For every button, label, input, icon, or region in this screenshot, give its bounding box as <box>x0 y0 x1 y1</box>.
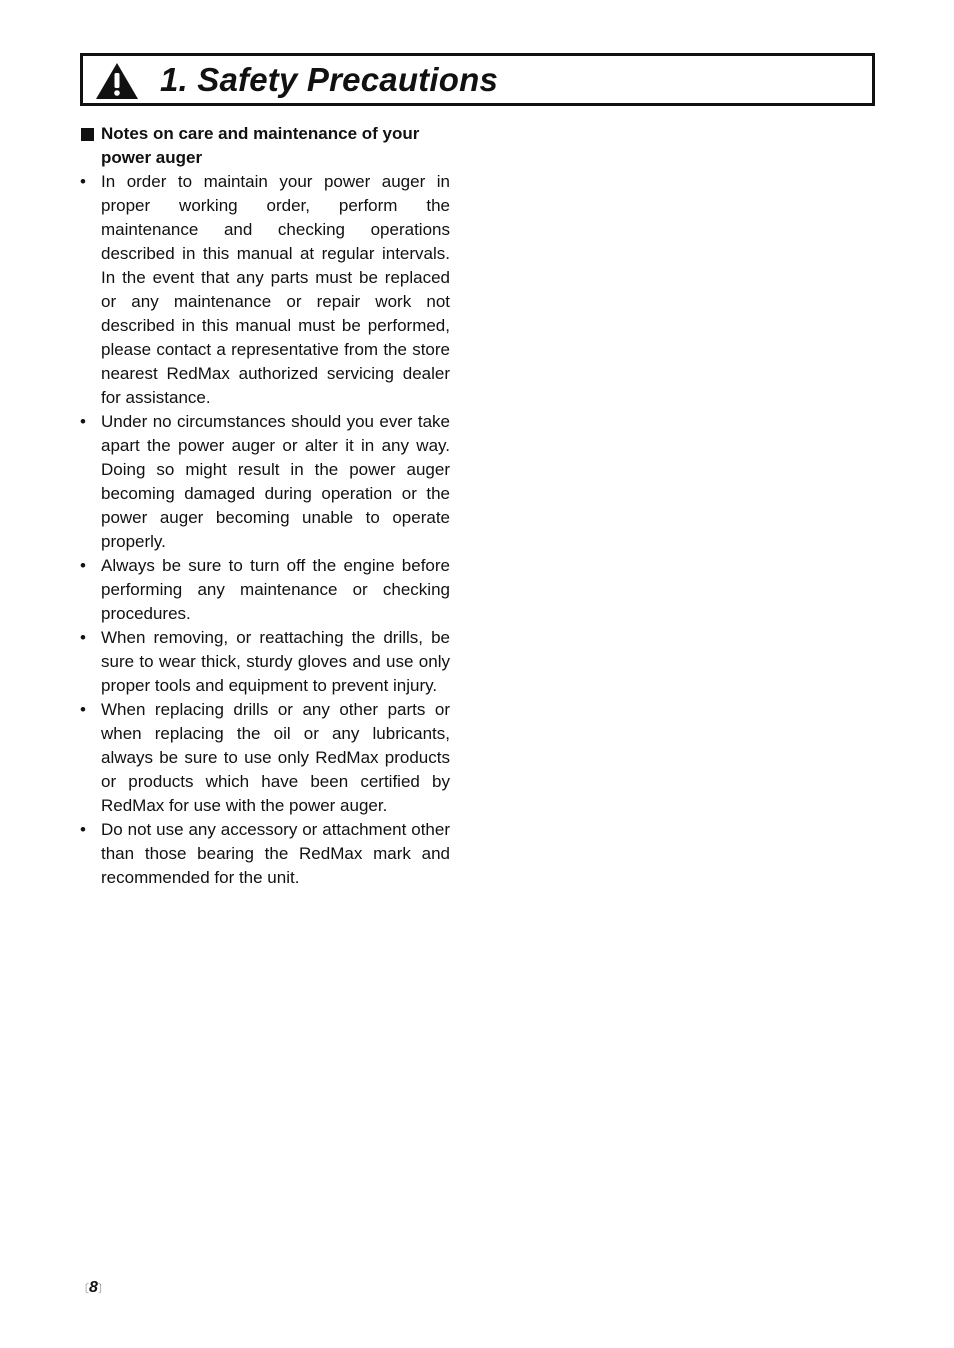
right-bracket-icon: 〕 <box>97 1283 109 1295</box>
list-item-text: When replacing drills or any other parts or when replacing the oil or any lubricants, always be sure to use only RedMax products or products which have been certified by RedMax for use with the power auger. <box>101 700 450 815</box>
list-item <box>80 170 450 410</box>
list-item-text: When removing, or reattaching the drills, be sure to wear thick, sturdy gloves and use only proper tools and equipment to prevent injury. <box>101 628 450 695</box>
page-title: 1. Safety Precautions <box>160 61 499 98</box>
list-item <box>80 626 450 698</box>
left-bracket-icon: 〔 <box>78 1283 89 1295</box>
list-item-text: Always be sure to turn off the engine before performing any maintenance or checking procedures. <box>101 556 450 623</box>
list-item <box>80 410 450 554</box>
care-maintenance-section <box>80 122 450 890</box>
list-item-text: Under no circumstances should you ever take apart the power auger or alter it in any way. Doing so might result in the power auger becoming damaged during operation or the power auger becoming unable to operate properly. <box>101 412 450 551</box>
warning-icon <box>95 62 139 100</box>
bullet-icon: • <box>80 556 86 575</box>
bullet-icon: • <box>80 700 86 719</box>
list-item-text: In order to maintain your power auger in proper working order, perform the maintenance and checking operations described in this manual at regular intervals. In the event that any parts must be replaced or any maintenance or repair work not described in this manual must be performed, please contact a representative from the store nearest RedMax authorized servicing dealer for assistance. <box>101 172 450 407</box>
section-heading-text: Notes on care and maintenance of your power auger <box>101 124 420 167</box>
list-item <box>80 698 450 818</box>
page-number-value: 8 <box>89 1279 98 1296</box>
maintenance-notes-list <box>80 170 450 890</box>
bullet-icon: • <box>80 172 86 191</box>
bullet-icon: • <box>80 628 86 647</box>
page-number <box>78 1278 109 1299</box>
bullet-icon: • <box>80 412 86 431</box>
section-title-box <box>80 53 875 106</box>
bullet-icon: • <box>80 820 86 839</box>
list-item-text: Do not use any accessory or attachment other than those bearing the RedMax mark and recommended for the unit. <box>101 820 450 887</box>
square-bullet-icon <box>81 128 94 141</box>
list-item <box>80 818 450 890</box>
list-item <box>80 554 450 626</box>
section-heading <box>80 122 450 170</box>
